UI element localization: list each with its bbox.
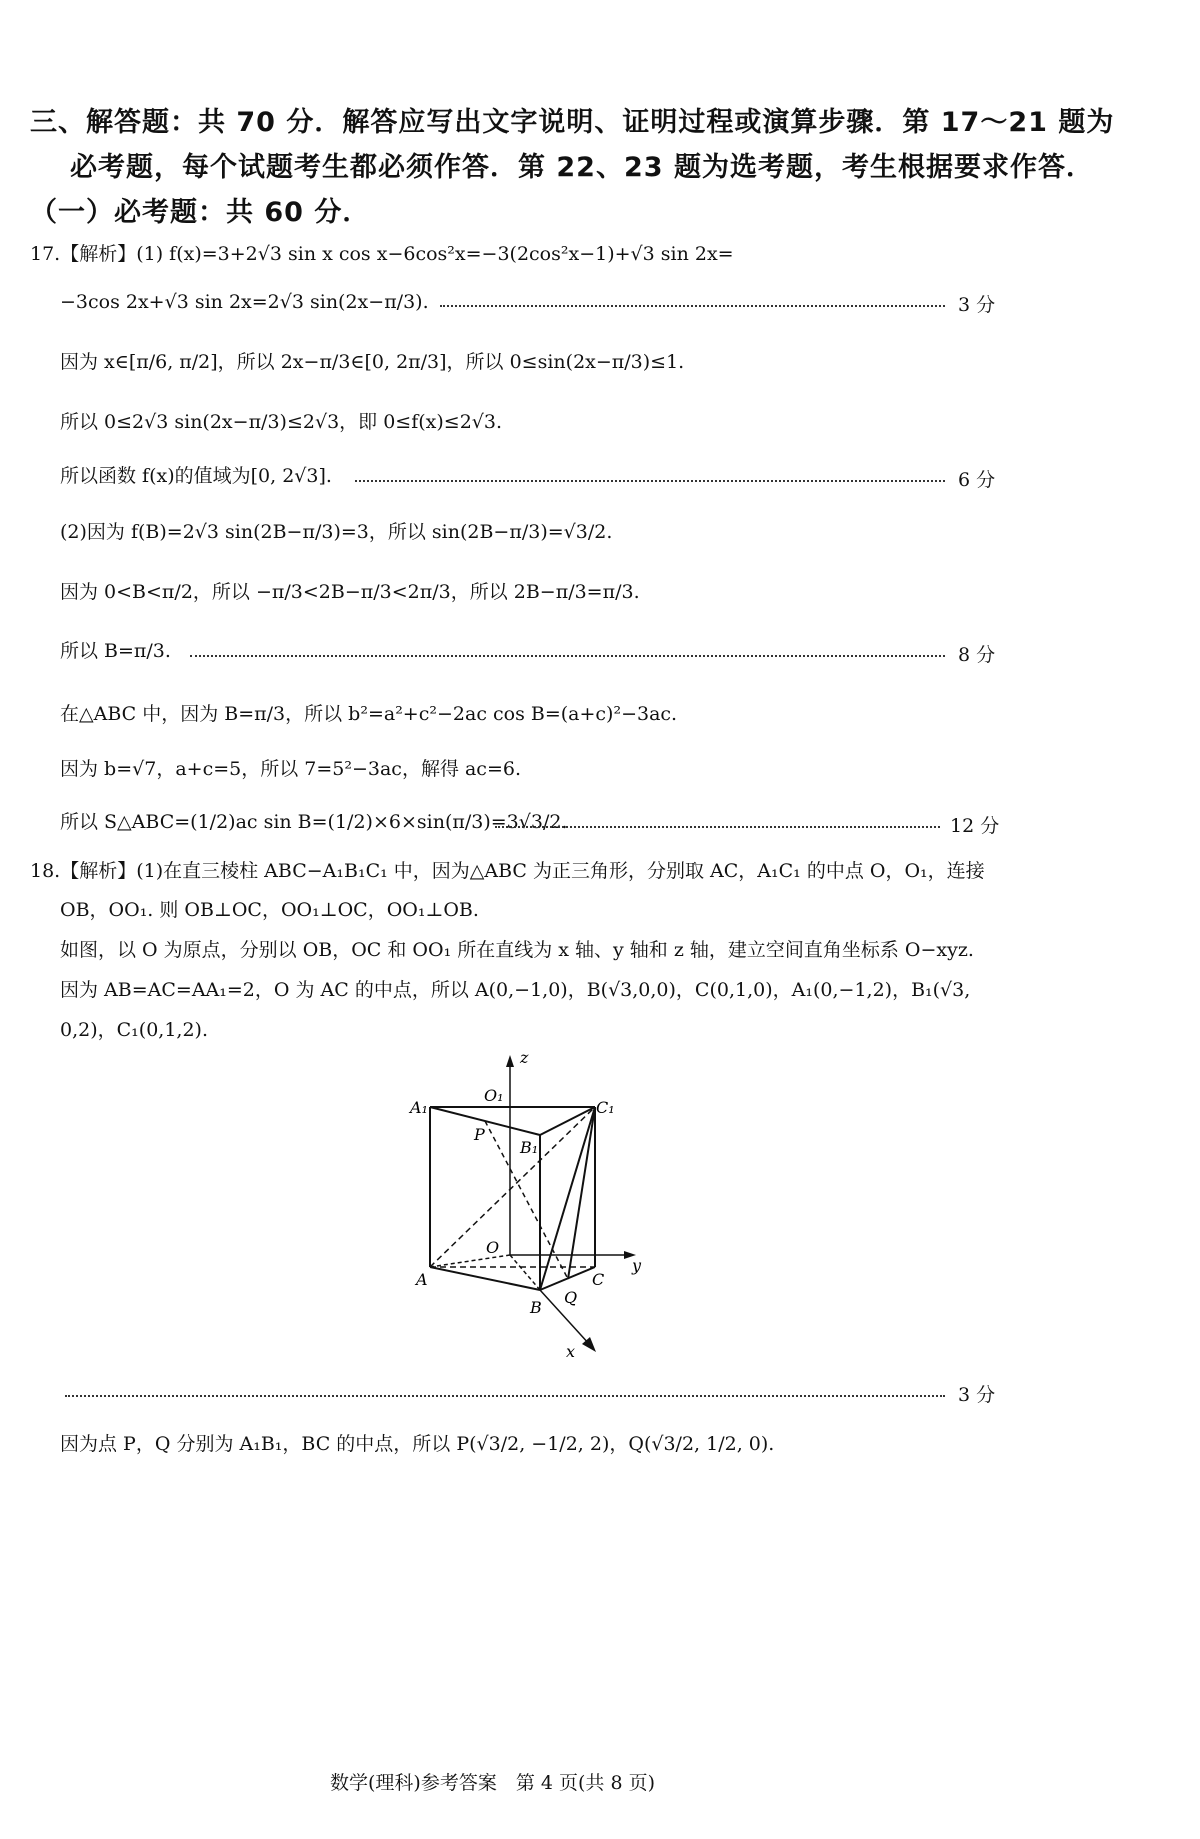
score-mark: 12 分 [950,815,1000,837]
section-header-line1: 三、解答题：共 70 分．解答应写出文字说明、证明过程或演算步骤．第 17～21 题为 [30,107,1115,138]
q17-line-3: 因为 x∈[π/6, π/2]，所以 2x−π/3∈[0, 2π/3]，所以 0≤sin(2x−π/3)≤1. [60,351,685,373]
q17-line-9: 在△ABC 中，因为 B=π/3，所以 b²=a²+c²−2ac cos B=(a+c)²−3ac. [60,703,678,725]
label-a: A [416,1270,428,1289]
q17-line-10: 因为 b=√7，a+c=5，所以 7=5²−3ac，解得 ac=6. [60,758,522,780]
z-axis-arrow [506,1055,514,1067]
page-footer: 数学(理科)参考答案 第 4 页(共 8 页) [330,1772,655,1794]
score-mark: 3 分 [958,294,996,316]
q17-line-4: 所以 0≤2√3 sin(2x−π/3)≤2√3，即 0≤f(x)≤2√3. [60,411,503,433]
q17-line-11: 所以 S△ABC=(1/2)ac sin B=(1/2)×6×sin(π/3)=3√3/2. [60,811,568,833]
label-o1: O₁ [484,1086,504,1105]
label-x: x [566,1342,576,1361]
label-z: z [520,1048,529,1067]
q18-line-6: 因为点 P，Q 分别为 A₁B₁，BC 的中点，所以 P(√3/2, −1/2, 2)，Q(√3/2, 1/2, 0). [60,1433,775,1455]
label-p: P [474,1125,485,1144]
q18-line-4: 因为 AB=AC=AA₁=2，O 为 AC 的中点，所以 A(0,−1,0)，B(√3,0,0)，C(0,1,0)，A₁(0,−1,2)，B₁(√3, [60,979,971,1001]
q17-line-5: 所以函数 f(x)的值域为[0, 2√3]. [60,465,332,487]
dotted-leader [355,480,945,482]
label-b: B [530,1298,542,1317]
label-c: C [592,1270,605,1289]
label-c1: C₁ [596,1098,615,1117]
section-subheader: （一）必考题：共 60 分． [30,197,371,228]
q18-line-1: 18.【解析】(1)在直三棱柱 ABC−A₁B₁C₁ 中，因为△ABC 为正三角形，分别取 AC，A₁C₁ 的中点 O，O₁，连接 [30,860,985,882]
dotted-leader [495,826,940,828]
edge-b1c1 [540,1107,595,1135]
q17-line-1: 17.【解析】(1) f(x)=3+2√3 sin x cos x−6cos²x=−3(2cos²x−1)+√3 sin 2x= [30,243,734,265]
section-header-line2: 必考题，每个试题考生都必须作答．第 22、23 题为选考题，考生根据要求作答． [70,152,1094,183]
dotted-leader [65,1395,945,1397]
q17-line-6: (2)因为 f(B)=2√3 sin(2B−π/3)=3，所以 sin(2B−π/3)=√3/2. [60,521,613,543]
q18-line-3: 如图，以 O 为原点，分别以 OB，OC 和 OO₁ 所在直线为 x 轴、y 轴和 z 轴，建立空间直角坐标系 O−xyz. [60,939,974,961]
prism-coordinate-figure [400,1045,660,1365]
dotted-leader [440,305,945,307]
label-q: Q [564,1288,578,1307]
q17-line-8: 所以 B=π/3. [60,640,171,662]
label-o: O [486,1238,500,1257]
score-mark: 3 分 [958,1384,996,1406]
edge-c1q [568,1107,595,1279]
q18-line-2: OB，OO₁. 则 OB⊥OC，OO₁⊥OC，OO₁⊥OB. [60,899,479,921]
q17-line-7: 因为 0<B<π/2，所以 −π/3<2B−π/3<2π/3，所以 2B−π/3=π/3. [60,581,640,603]
dotted-leader [190,655,945,657]
score-mark: 8 分 [958,644,996,666]
edge-ab [430,1267,540,1290]
label-a1: A₁ [410,1098,428,1117]
label-y: y [632,1256,642,1275]
q17-line-2: −3cos 2x+√3 sin 2x=2√3 sin(2x−π/3). [60,291,429,313]
q18-line-5: 0,2)，C₁(0,1,2). [60,1019,208,1041]
score-mark: 6 分 [958,469,996,491]
label-b1: B₁ [520,1138,539,1157]
